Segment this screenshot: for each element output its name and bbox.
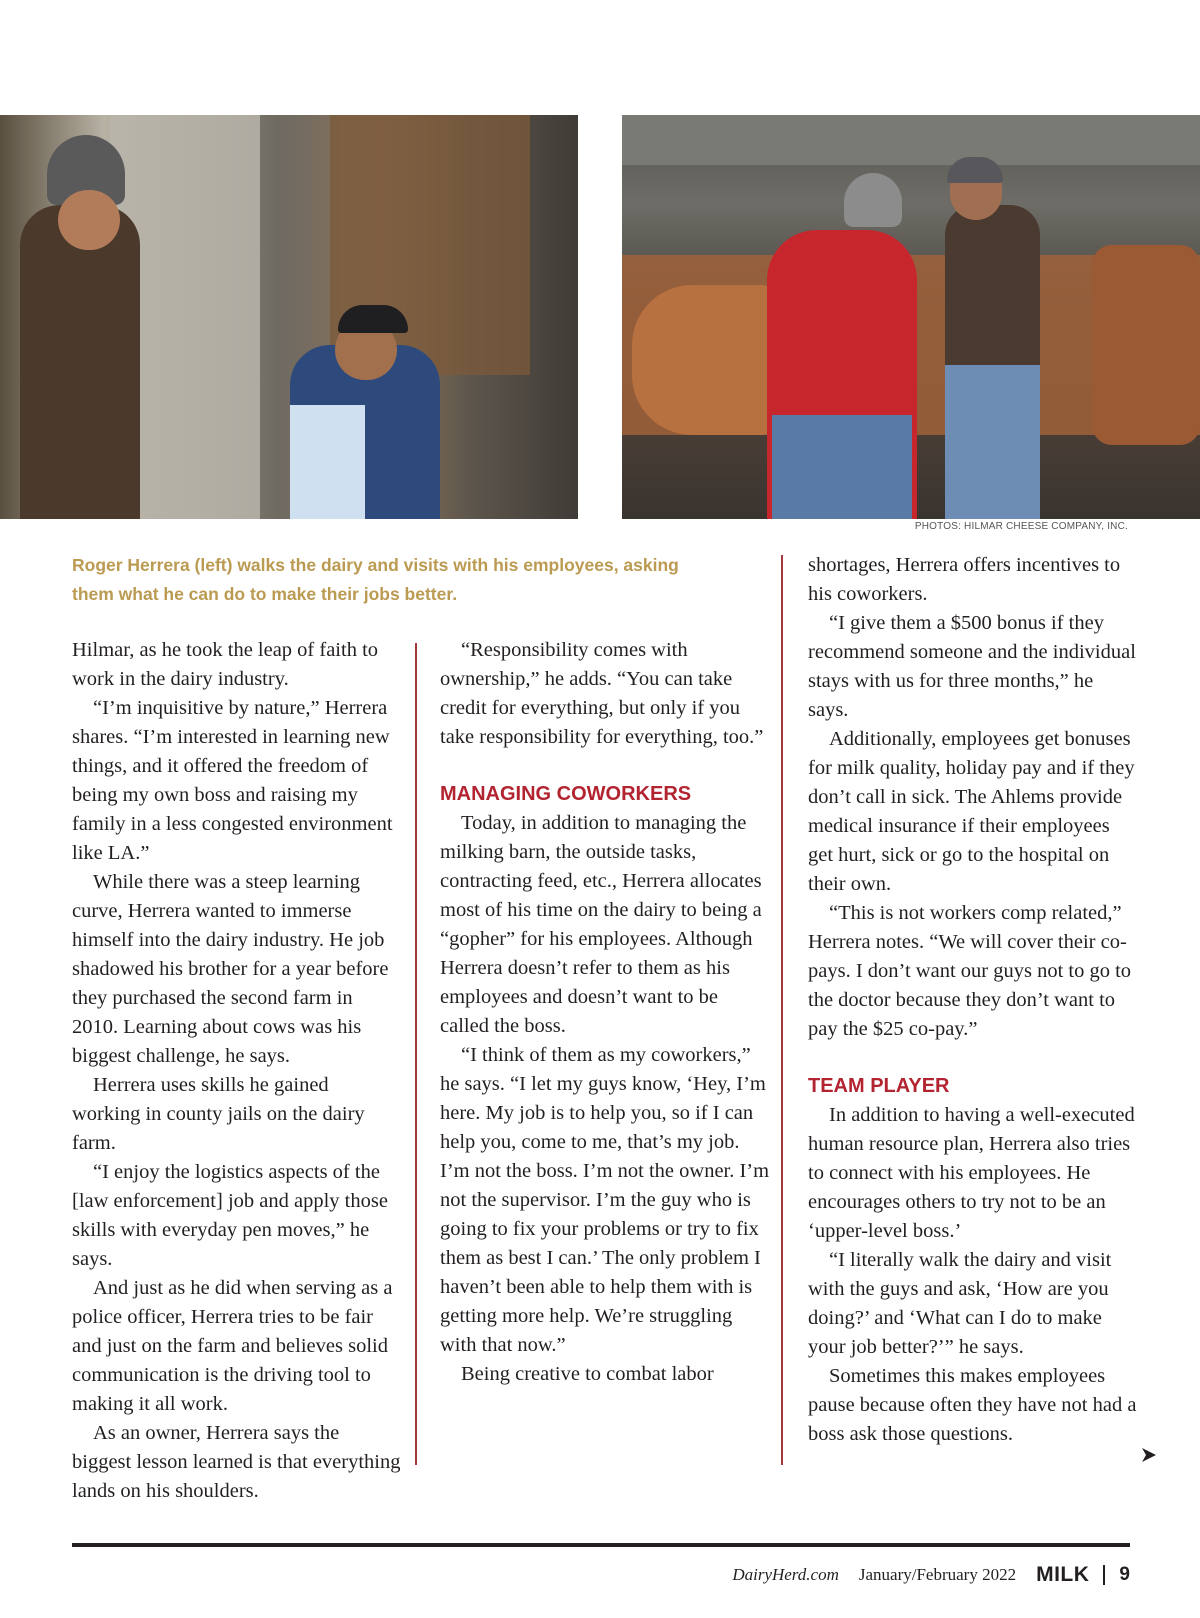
paragraph: Being creative to combat labor (461, 1363, 714, 1385)
footer-site: DairyHerd.com (732, 1565, 839, 1584)
footer-rule (72, 1543, 1130, 1547)
arrow-right-icon (1141, 1447, 1157, 1468)
photo-caption: Roger Herrera (left) walks the dairy and visits with his employees, asking them what he can do to make their jobs better. (72, 555, 679, 604)
section-heading: TEAM PLAYER (808, 1075, 950, 1097)
section-heading: MANAGING COWORKERS (440, 783, 692, 805)
article-column-2 (440, 636, 770, 1389)
paragraph: “I’m inquisitive by nature,” Herrera shares. “I’m interested in learning new things, and it offered the freedom of being my own boss and raising my family in a less congested environment like LA.” (72, 697, 393, 864)
paragraph: And just as he did when serving as a police officer, Herrera tries to be fair and just on the farm and believes solid communication is the driving tool to making it all work. (72, 1277, 393, 1415)
paragraph: While there was a steep learning curve, Herrera wanted to immerse himself into the dairy industry. He job shadowed his brother for a year before they purchased the second farm in 2010. Learning about cows was his biggest challenge, he says. (72, 871, 389, 1067)
paragraph: “I literally walk the dairy and visit with the guys and ask, ‘How are you doing?’ and ‘What can I do to make your job better?’” he says. (808, 1249, 1112, 1358)
paragraph: “I think of them as my coworkers,” he says. “I let my guys know, ‘Hey, I’m here. My job is to help you, so if I can help you, come to me, that’s my job. I’m not the boss. I’m not the owner. I’m not the supervisor. I’m the guy who is going to fix your problems or try to fix them as best I can.’ The only problem I haven’t been able to help them with is getting more help. We’re struggling with that now.” (440, 1044, 770, 1356)
article-column-3 (808, 551, 1138, 1449)
photo-right (622, 115, 1200, 519)
paragraph: In addition to having a well-executed human resource plan, Herrera also tries to connect with his employees. He encourages others to try not to be an ‘upper-level boss.’ (808, 1104, 1135, 1242)
photo-credit: PHOTOS: HILMAR CHEESE COMPANY, INC. (914, 521, 1128, 532)
paragraph: “I enjoy the logistics aspects of the [law enforcement] job and apply those skills with everyday pen moves,” he says. (72, 1161, 388, 1270)
photo-left (0, 115, 578, 519)
footer-brand-logo: MILK (1036, 1563, 1090, 1586)
page-number: 9 (1119, 1564, 1130, 1585)
paragraph: Today, in addition to managing the milking barn, the outside tasks, contracting feed, etc., Herrera allocates most of his time on the dairy to being a “gopher” for his employees. Although Herrera doesn’t refer to them as his employees and doesn’t want to be called the boss. (440, 812, 762, 1037)
footer-separator (1103, 1565, 1105, 1585)
paragraph: Herrera uses skills he gained working in county jails on the dairy farm. (72, 1074, 365, 1154)
column-divider (415, 643, 417, 1465)
page-footer (732, 1563, 1130, 1587)
paragraph: Additionally, employees get bonuses for milk quality, holiday pay and if they don’t call in sick. The Ahlems provide medical insurance if their employees get hurt, sick or go to the hospital on their own. (808, 728, 1135, 895)
paragraph: Hilmar, as he took the leap of faith to work in the dairy industry. (72, 639, 379, 690)
article-column-1 (72, 636, 402, 1506)
paragraph: Sometimes this makes employees pause because often they have not had a boss ask those questions. (808, 1365, 1137, 1445)
paragraph: “This is not workers comp related,” Herrera notes. “We will cover their co-pays. I don’t want our guys not to go to the doctor because they don’t want to pay the $25 co-pay.” (808, 902, 1132, 1040)
footer-issue-date: January/February 2022 (858, 1565, 1017, 1584)
paragraph: shortages, Herrera offers incentives to his coworkers. (808, 554, 1121, 605)
paragraph: “I give them a $500 bonus if they recommend someone and the individual stays with us for three months,” he says. (808, 612, 1136, 721)
column-divider (781, 555, 783, 1465)
paragraph: “Responsibility comes with ownership,” he adds. “You can take credit for everything, but only if you take responsibility for everything, too.” (440, 639, 764, 748)
paragraph: As an owner, Herrera says the biggest lesson learned is that everything lands on his shoulders. (72, 1422, 401, 1502)
